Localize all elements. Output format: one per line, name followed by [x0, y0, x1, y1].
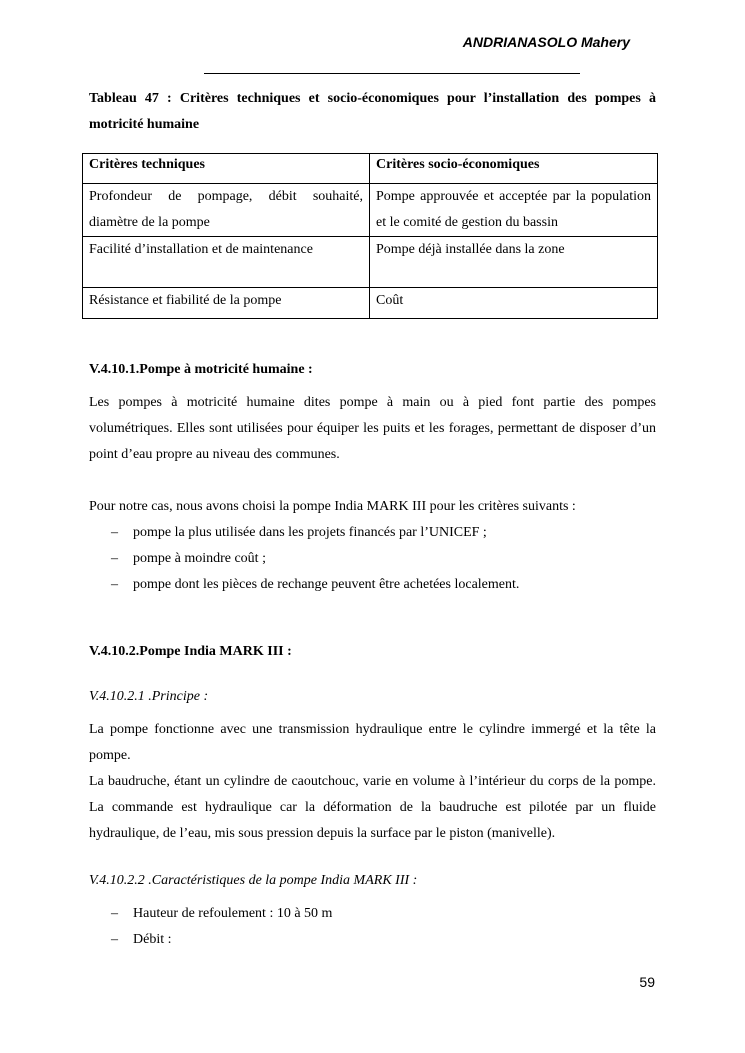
table-cell: Pompe déjà installée dans la zone [370, 237, 658, 288]
criteria-table [82, 153, 658, 319]
section-heading-india-mark: V.4.10.2.Pompe India MARK III : [89, 644, 292, 659]
table-cell: Résistance et fiabilité de la pompe [83, 288, 370, 319]
section-paragraph [89, 390, 656, 468]
table-row [83, 237, 658, 288]
table-cell: Coût [370, 288, 658, 319]
table-header-socio-economic: Critères socio-économiques [370, 154, 658, 184]
table-cell: Facilité d’installation et de maintenance [83, 237, 370, 288]
paragraph-principle-1: La pompe fonctionne avec une transmission hydraulique entre le cylindre immergé et la tête la pompe. [89, 722, 656, 763]
list-item-text: Hauteur de refoulement : 10 à 50 m [133, 906, 333, 921]
dash-bullet: – [111, 932, 118, 947]
paragraph-hand-pump: Les pompes à motricité humaine dites pompe à main ou à pied font partie des pompes volumétriques. Elles sont utilisées pour équiper les puits et les forages, permettant de disposer d’un point d’eau propre au niveau des communes. [89, 395, 656, 462]
table-row [83, 288, 658, 319]
table-header-technical: Critères techniques [83, 154, 370, 184]
list-item [89, 546, 656, 572]
principle-block [89, 717, 656, 847]
dash-bullet: – [111, 577, 118, 592]
table-caption-block [89, 86, 656, 138]
header-divider [204, 73, 580, 74]
list-item-text: pompe à moindre coût ; [133, 551, 266, 566]
list-item-text: pompe la plus utilisée dans les projets financés par l’UNICEF ; [133, 525, 487, 540]
table-cell: Pompe approuvée et acceptée par la population et le comité de gestion du bassin [370, 184, 658, 237]
section-heading-hand-pump: V.4.10.1.Pompe à motricité humaine : [89, 362, 313, 377]
paragraph-choice-intro: Pour notre cas, nous avons choisi la pompe India MARK III pour les critères suivants : [89, 499, 576, 514]
characteristics-list [89, 901, 656, 953]
characteristics-block [89, 901, 656, 953]
list-item [89, 572, 656, 598]
dash-bullet: – [111, 906, 118, 921]
table-header-row [83, 154, 658, 184]
page-number: 59 [639, 974, 655, 990]
list-item-text: pompe dont les pièces de rechange peuvent être achetées localement. [133, 577, 520, 592]
list-item [89, 901, 656, 927]
dash-bullet: – [111, 525, 118, 540]
dash-bullet: – [111, 551, 118, 566]
subsection-heading-principle: V.4.10.2.1 .Principe : [89, 689, 209, 704]
paragraph-principle-2: La baudruche, étant un cylindre de caoutchouc, varie en volume à l’intérieur du corps de la pompe. La commande est hydraulique car la déformation de la baudruche est pilotée par un fluide hydraulique, de l’eau, mis sous pression depuis la surface par le piston (manivelle). [89, 774, 656, 841]
choice-block [89, 494, 656, 598]
list-item [89, 520, 656, 546]
header-author: ANDRIANASOLO Mahery [462, 34, 630, 50]
subsection-heading-characteristics: V.4.10.2.2 .Caractéristiques de la pompe India MARK III : [89, 873, 418, 888]
criteria-list [89, 520, 656, 598]
table-row [83, 184, 658, 237]
table-cell: Profondeur de pompage, débit souhaité, diamètre de la pompe [83, 184, 370, 237]
table-caption: Tableau 47 : Critères techniques et socio-économiques pour l’installation des pompes à motricité humaine [89, 91, 656, 132]
list-item [89, 927, 656, 953]
list-item-text: Débit : [133, 932, 172, 947]
